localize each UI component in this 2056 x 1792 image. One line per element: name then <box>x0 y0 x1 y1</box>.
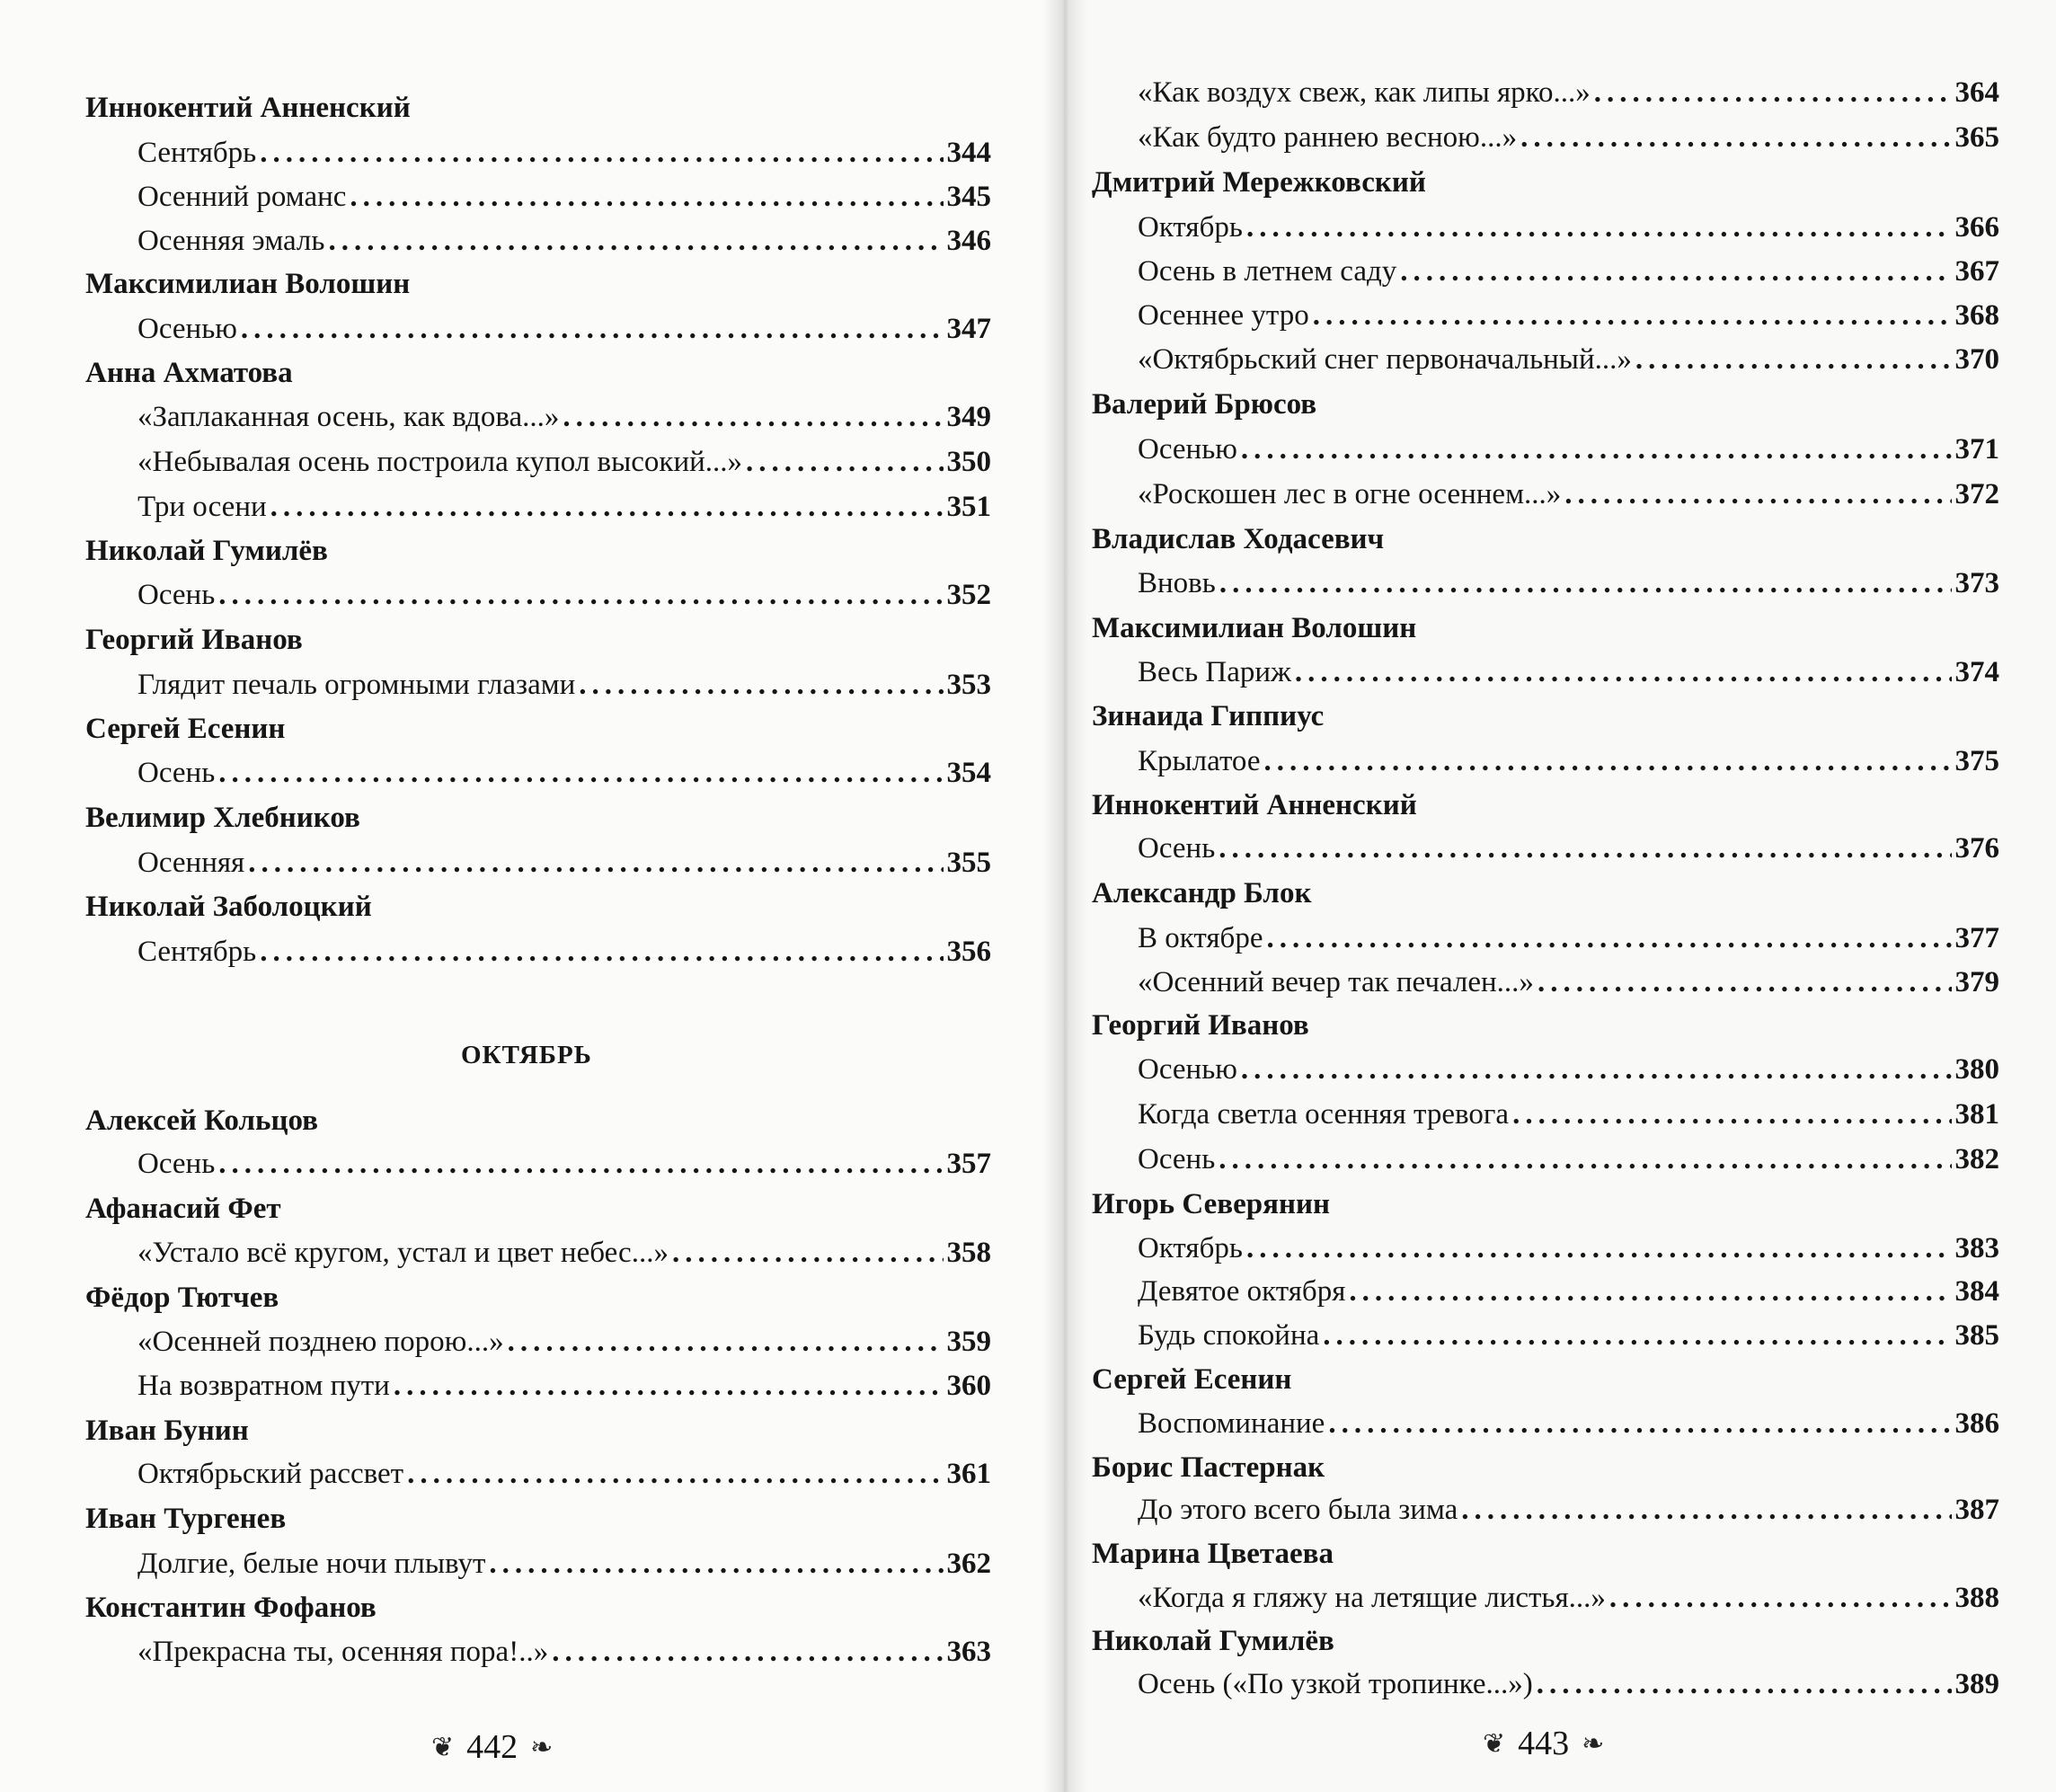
toc-entry <box>137 1456 991 1492</box>
toc-entry-title: «Когда я гляжу на летящие листья...» <box>1138 1582 1606 1614</box>
toc-entry-title: Осенью <box>137 313 237 345</box>
toc-entry-title: «Осенней позднею порою...» <box>137 1326 504 1358</box>
toc-entry-title: Осень («По узкой тропинке...») <box>1138 1668 1533 1700</box>
toc-entry <box>137 755 991 791</box>
toc-entry-page-number: 352 <box>946 579 991 611</box>
toc-entry-page-number: 379 <box>1954 966 1999 998</box>
dot-leader <box>1246 1230 1952 1266</box>
dot-leader <box>563 399 943 435</box>
toc-entry-title: «Роскошен лес в огне осеннем...» <box>1138 478 1562 510</box>
toc-entry-page-number: 367 <box>1954 255 1999 288</box>
toc-entry <box>137 311 991 347</box>
toc-entry-title: Воспоминание <box>1138 1407 1325 1440</box>
dot-leader <box>1635 342 1952 377</box>
toc-author-heading: Фёдор Тютчев <box>85 1282 279 1314</box>
toc-entry-page-number: 380 <box>1954 1053 1999 1086</box>
toc-entry-page-number: 350 <box>946 446 991 478</box>
book-gutter-shadow <box>1042 0 1087 1792</box>
dot-leader <box>1461 1492 1951 1528</box>
toc-entry-title: Когда светла осенняя тревога <box>1138 1098 1510 1131</box>
flourish-ornament-icon: ❦ <box>1483 1728 1506 1759</box>
toc-entry-page-number: 349 <box>946 401 991 433</box>
toc-author-heading: Иннокентий Анненский <box>1092 789 1417 821</box>
toc-entry-page-number: 355 <box>946 847 991 879</box>
toc-author-heading: Анна Ахматова <box>85 357 293 389</box>
toc-entry-page-number: 364 <box>1954 76 1999 109</box>
toc-author-heading: Борис Пастернак <box>1092 1451 1325 1484</box>
toc-entry <box>1138 120 1999 155</box>
toc-entry <box>1138 476 1999 512</box>
page-number: 443 <box>1518 1725 1570 1762</box>
dot-leader <box>1328 1406 1951 1442</box>
toc-entry-title: «Как воздух свеж, как липы ярко...» <box>1138 76 1591 109</box>
toc-entry-page-number: 374 <box>1954 656 1999 688</box>
toc-entry-title: Осенний романс <box>137 181 347 213</box>
toc-entry-page-number: 387 <box>1954 1494 1999 1526</box>
toc-entry-title: Осенняя эмаль <box>137 225 325 257</box>
toc-entry-page-number: 371 <box>1954 433 1999 466</box>
toc-entry-title: «Как будто раннею весною...» <box>1138 121 1518 154</box>
dot-leader <box>489 1546 943 1582</box>
toc-entry-page-number: 359 <box>946 1326 991 1358</box>
toc-section-heading: ОКТЯБРЬ <box>461 1041 592 1069</box>
dot-leader <box>1537 1666 1952 1702</box>
dot-leader <box>1219 565 1952 601</box>
toc-entry-page-number: 347 <box>946 313 991 345</box>
toc-entry-page-number: 356 <box>946 936 991 968</box>
toc-entry-page-number: 362 <box>946 1548 991 1580</box>
toc-entry-page-number: 344 <box>946 137 991 169</box>
toc-entry-title: «Прекрасна ты, осенняя пора!..» <box>137 1636 549 1668</box>
toc-entry-page-number: 370 <box>1954 343 1999 376</box>
toc-entry <box>1138 1141 1999 1177</box>
right-page-contents <box>1060 0 2056 1792</box>
toc-entry-title: «Устало всё кругом, устал и цвет небес...» <box>137 1237 669 1269</box>
toc-author-heading: Дмитрий Мережковский <box>1092 166 1426 199</box>
toc-entry-page-number: 388 <box>1954 1582 1999 1614</box>
flourish-ornament-icon: ❧ <box>1582 1728 1605 1759</box>
toc-entry-page-number: 357 <box>946 1148 991 1180</box>
dot-leader <box>1323 1317 1951 1353</box>
toc-entry-page-number: 372 <box>1954 478 1999 510</box>
toc-entry-page-number: 360 <box>946 1370 991 1402</box>
dot-leader <box>1564 476 1951 512</box>
toc-entry-title: Долгие, белые ночи плывут <box>137 1548 486 1580</box>
dot-leader <box>1609 1580 1952 1616</box>
toc-author-heading: Иван Тургенев <box>85 1503 287 1535</box>
toc-entry-page-number: 346 <box>946 225 991 257</box>
toc-entry <box>137 1235 991 1271</box>
toc-entry-title: Осень <box>137 579 216 611</box>
toc-entry <box>1138 253 1999 289</box>
toc-author-heading: Велимир Хлебников <box>85 802 360 834</box>
dot-leader <box>746 444 943 480</box>
toc-entry-page-number: 368 <box>1954 299 1999 332</box>
toc-entry-page-number: 366 <box>1954 211 1999 244</box>
toc-author-heading: Александр Блок <box>1092 877 1312 909</box>
toc-entry <box>1138 1666 1999 1702</box>
toc-entry-page-number: 377 <box>1954 922 1999 954</box>
toc-entry <box>137 444 991 480</box>
toc-entry-page-number: 351 <box>946 491 991 523</box>
toc-entry <box>137 1146 991 1182</box>
toc-entry-page-number: 383 <box>1954 1232 1999 1264</box>
dot-leader <box>218 577 943 613</box>
toc-entry-title: Осенью <box>1138 433 1237 466</box>
toc-entry-title: «Осенний вечер так печален...» <box>1138 966 1534 998</box>
toc-entry <box>1138 297 1999 333</box>
dot-leader <box>407 1456 943 1492</box>
dot-leader <box>1266 920 1951 956</box>
toc-entry-page-number: 373 <box>1954 567 1999 599</box>
toc-entry <box>1138 964 1999 1000</box>
toc-entry <box>137 489 991 525</box>
toc-entry <box>1138 1580 1999 1616</box>
toc-entry-title: Весь Париж <box>1138 656 1291 688</box>
toc-author-heading: Зинаида Гиппиус <box>1092 700 1325 732</box>
toc-entry-title: На возвратном пути <box>137 1370 390 1402</box>
dot-leader <box>1512 1096 1951 1132</box>
toc-entry-title: Осень в летнем саду <box>1138 255 1397 288</box>
right-page-folio <box>1483 1724 1604 1763</box>
toc-author-heading: Марина Цветаева <box>1092 1538 1334 1570</box>
toc-author-heading: Максимилиан Волошин <box>85 268 411 300</box>
toc-author-heading: Алексей Кольцов <box>85 1104 318 1137</box>
toc-author-heading: Максимилиан Волошин <box>1092 612 1417 644</box>
dot-leader <box>270 489 944 525</box>
toc-entry <box>1138 654 1999 690</box>
toc-entry <box>1138 920 1999 956</box>
dot-leader <box>218 755 943 791</box>
dot-leader <box>508 1324 944 1360</box>
toc-entry-title: Осенью <box>1138 1053 1237 1086</box>
toc-entry <box>137 845 991 881</box>
toc-author-heading: Иннокентий Анненский <box>85 92 411 124</box>
toc-entry-title: До этого всего была зима <box>1138 1494 1458 1526</box>
toc-entry-page-number: 382 <box>1954 1143 1999 1175</box>
toc-entry <box>137 1368 991 1404</box>
dot-leader <box>1520 120 1951 155</box>
toc-entry <box>137 179 991 215</box>
toc-entry-title: Девятое октября <box>1138 1275 1346 1308</box>
toc-entry-page-number: 354 <box>946 757 991 789</box>
toc-author-heading: Николай Гумилёв <box>85 535 328 567</box>
toc-entry <box>1138 1230 1999 1266</box>
toc-entry <box>1138 1406 1999 1442</box>
toc-entry <box>1138 431 1999 467</box>
left-page-folio <box>431 1727 553 1767</box>
dot-leader <box>1246 209 1952 245</box>
toc-entry <box>1138 743 1999 779</box>
toc-author-heading: Владислав Ходасевич <box>1092 523 1385 555</box>
toc-entry-page-number: 376 <box>1954 832 1999 865</box>
dot-leader <box>394 1368 944 1404</box>
toc-entry <box>137 667 991 703</box>
dot-leader <box>350 179 943 215</box>
dot-leader <box>1349 1273 1951 1309</box>
right-page <box>1060 0 2056 1792</box>
toc-entry-title: Три осени <box>137 491 267 523</box>
dot-leader <box>1219 830 1951 866</box>
toc-author-heading: Георгий Иванов <box>1092 1009 1309 1042</box>
toc-entry-title: Глядит печаль огромными глазами <box>137 669 576 701</box>
toc-entry <box>1138 1096 1999 1132</box>
toc-entry-title: Осеннее утро <box>1138 299 1309 332</box>
toc-entry-title: Осень <box>137 757 216 789</box>
toc-entry <box>1138 565 1999 601</box>
toc-author-heading: Николай Заболоцкий <box>85 891 372 923</box>
toc-entry-page-number: 381 <box>1954 1098 1999 1131</box>
toc-entry-page-number: 363 <box>946 1636 991 1668</box>
toc-entry-title: Осень <box>137 1148 216 1180</box>
toc-entry-title: Октябрь <box>1138 211 1243 244</box>
toc-entry-title: «Небывалая осень построила купол высокий...» <box>137 446 743 478</box>
toc-entry <box>1138 342 1999 377</box>
toc-entry-page-number: 384 <box>1954 1275 1999 1308</box>
toc-author-heading: Валерий Брюсов <box>1092 388 1317 421</box>
flourish-ornament-icon: ❧ <box>530 1732 554 1762</box>
dot-leader <box>579 667 943 703</box>
toc-author-heading: Сергей Есенин <box>1092 1363 1292 1396</box>
toc-author-heading: Георгий Иванов <box>85 624 303 656</box>
dot-leader <box>241 311 944 347</box>
dot-leader <box>552 1634 943 1670</box>
toc-entry-title: Октябрьский рассвет <box>137 1458 404 1490</box>
toc-author-heading: Иван Бунин <box>85 1415 249 1447</box>
flourish-ornament-icon: ❦ <box>431 1732 455 1762</box>
toc-entry <box>137 934 991 970</box>
toc-entry-page-number: 386 <box>1954 1407 1999 1440</box>
toc-entry-page-number: 361 <box>946 1458 991 1490</box>
toc-entry <box>1138 209 1999 245</box>
dot-leader <box>328 223 943 259</box>
toc-author-heading: Сергей Есенин <box>85 713 286 745</box>
toc-entry <box>137 1324 991 1360</box>
toc-entry <box>1138 1492 1999 1528</box>
toc-entry-title: Сентябрь <box>137 137 257 169</box>
toc-entry-title: Сентябрь <box>137 936 257 968</box>
dot-leader <box>1594 75 1952 111</box>
dot-leader <box>260 934 943 970</box>
toc-entry-page-number: 375 <box>1954 745 1999 777</box>
dot-leader <box>248 845 943 881</box>
dot-leader <box>1263 743 1951 779</box>
toc-author-heading: Николай Гумилёв <box>1092 1625 1334 1657</box>
dot-leader <box>1241 1051 1952 1087</box>
toc-entry-title: Октябрь <box>1138 1232 1243 1264</box>
toc-entry-title: В октябре <box>1138 922 1263 954</box>
toc-entry-title: Будь спокойна <box>1138 1319 1320 1352</box>
dot-leader <box>1538 964 1952 1000</box>
toc-entry <box>137 1634 991 1670</box>
toc-author-heading: Афанасий Фет <box>85 1193 281 1225</box>
toc-entry <box>1138 1273 1999 1309</box>
dot-leader <box>218 1146 943 1182</box>
toc-entry <box>137 399 991 435</box>
toc-entry <box>1138 1317 1999 1353</box>
toc-entry <box>137 135 991 171</box>
dot-leader <box>260 135 943 171</box>
toc-entry-title: Осенняя <box>137 847 245 879</box>
dot-leader <box>1313 297 1952 333</box>
toc-entry-title: «Октябрьский снег первоначальный...» <box>1138 343 1632 376</box>
toc-entry-title: Осень <box>1138 1143 1216 1175</box>
dot-leader <box>1400 253 1951 289</box>
dot-leader <box>1241 431 1952 467</box>
toc-entry-page-number: 353 <box>946 669 991 701</box>
toc-entry-page-number: 358 <box>946 1237 991 1269</box>
page-number: 442 <box>466 1728 518 1766</box>
toc-entry-title: Осень <box>1138 832 1216 865</box>
toc-entry-title: Крылатое <box>1138 745 1261 777</box>
toc-author-heading: Константин Фофанов <box>85 1592 377 1624</box>
toc-entry-page-number: 345 <box>946 181 991 213</box>
toc-entry <box>1138 1051 1999 1087</box>
toc-entry <box>137 223 991 259</box>
toc-entry-title: «Заплаканная осень, как вдова...» <box>137 401 560 433</box>
toc-entry-title: Вновь <box>1138 567 1216 599</box>
toc-entry-page-number: 389 <box>1954 1668 1999 1700</box>
dot-leader <box>1219 1141 1951 1177</box>
toc-entry <box>1138 75 1999 111</box>
toc-entry-page-number: 385 <box>1954 1319 1999 1352</box>
dot-leader <box>672 1235 944 1271</box>
toc-author-heading: Игорь Северянин <box>1092 1188 1330 1220</box>
dot-leader <box>1295 654 1952 690</box>
toc-entry-page-number: 365 <box>1954 121 1999 154</box>
toc-entry <box>1138 830 1999 866</box>
toc-entry <box>137 577 991 613</box>
toc-entry <box>137 1546 991 1582</box>
